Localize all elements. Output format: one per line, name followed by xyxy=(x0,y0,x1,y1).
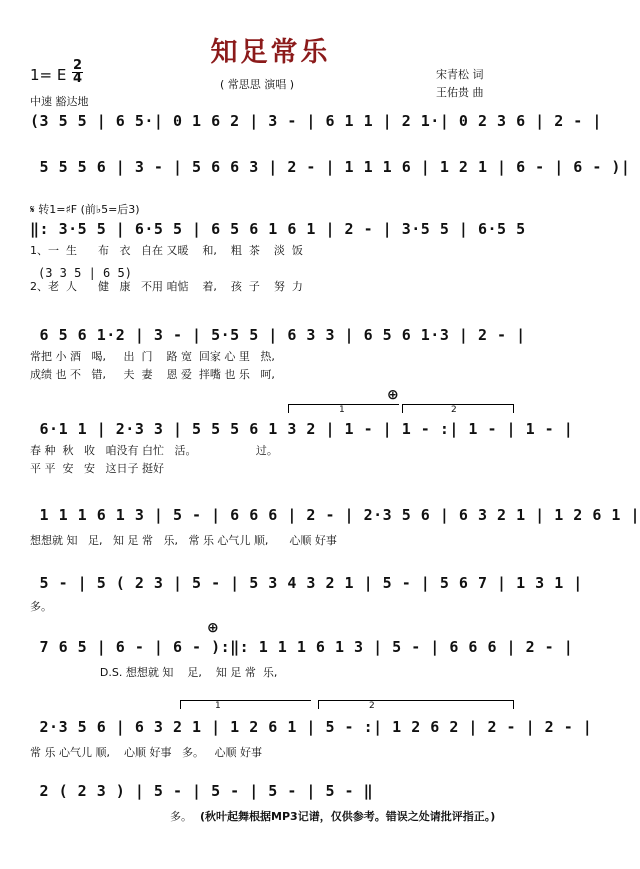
notation-line: 1 1 1 6 1 3 | 5 - | 6 6 6 | 2 - | 2·3 5 6 | 6 3 2 1 | 1 2 6 1 | xyxy=(30,506,640,524)
score-row-4 xyxy=(0,326,541,386)
volta-bracket-1b xyxy=(180,700,311,709)
volta-bracket-2b xyxy=(318,700,514,709)
lyric-line: 常 乐 心气儿 顺, 心顺 好事 多。 心顺 好事 xyxy=(30,746,262,759)
composer-credit: 王佑贵 曲 xyxy=(436,86,484,99)
score-row-8 xyxy=(0,638,574,679)
notation-line: 6·1 1 | 2·3 3 | 5 5 5 6 1 3 2 | 1 - | 1 - :| 1 - | 1 - | xyxy=(30,420,574,438)
coda-icon: ⊕ xyxy=(207,620,219,636)
tempo-marking: 中速 豁达地 xyxy=(30,95,89,108)
lyric-verse-2: 成绩 也 不 错, 夫 妻 恩 爱 拌嘴 也 乐 呵, xyxy=(30,368,275,381)
time-sig-bottom: 4 xyxy=(72,71,83,86)
lyric-verse-1: 1、一 生 布 衣 自在 又暖 和, 粗 茶 淡 饭 xyxy=(30,244,303,257)
time-sig-top: 2 xyxy=(72,58,83,73)
notation-line: ‖: 3·5 5 | 6·5 5 | 6 5 6 1 6 1 | 2 - | 3·5 5 | 6·5 5 xyxy=(30,220,526,238)
key-signature xyxy=(30,66,66,84)
score-row-2 xyxy=(0,158,631,198)
lyric-verse-2: 平 平 安 安 这日子 挺好 xyxy=(30,462,164,475)
score-row-1 xyxy=(0,112,602,152)
score-row-6 xyxy=(0,506,640,547)
key-label: 1= E xyxy=(30,66,67,84)
volta-1-label: 1 xyxy=(339,405,345,415)
transcription-note: (秋叶起舞根据MP3记谱，仅供参考。错误之处请批评指正。) xyxy=(200,810,496,823)
lyric-line: D.S. 想想就 知 足, 知 足 常 乐, xyxy=(30,666,278,679)
modulation-label: 转1=♯F (前♭5=后3) xyxy=(38,203,140,216)
notation-line: 5 5 5 6 | 3 - | 5 6 6 3 | 2 - | 1 1 1 6 | 1 2 1 | 6 - | 6 - )| xyxy=(30,158,631,176)
lyricist-credit: 宋青松 词 xyxy=(436,68,484,81)
volta-bracket-1 xyxy=(288,404,399,413)
segno-icon: 𝄋 xyxy=(30,203,35,216)
score-row-9 xyxy=(0,718,593,759)
score-row-3 xyxy=(0,220,541,300)
notation-line: (3 5 5 | 6 5·| 0 1 6 2 | 3 - | 6 1 1 | 2 1·| 0 2 3 6 | 2 - | xyxy=(30,112,602,130)
notation-line: 2 ( 2 3 ) | 5 - | 5 - | 5 - | 5 - ‖ xyxy=(30,782,374,800)
verse-2-variant-notes: (3 3 5 | 6 5) xyxy=(38,266,132,280)
song-title: 知足常乐 xyxy=(210,37,331,68)
singer-credit: ( 常思思 演唱 ) xyxy=(220,78,295,91)
coda-icon: ⊕ xyxy=(387,387,399,403)
score-row-7 xyxy=(0,574,583,614)
volta-2-label: 2 xyxy=(369,701,375,711)
notation-line: 5 - | 5 ( 2 3 | 5 - | 5 3 4 3 2 1 | 5 - | 5 6 7 | 1 3 1 | xyxy=(30,574,583,592)
lyric-verse-1: 春 种 秋 收 咱没有 白忙 活。 过。 xyxy=(30,444,278,457)
notation-line: 7 6 5 | 6 - | 6 - ):‖: 1 1 1 6 1 3 | 5 - | 6 6 6 | 2 - | xyxy=(30,638,574,656)
volta-2-label: 2 xyxy=(451,405,457,415)
volta-1-label: 1 xyxy=(215,701,221,711)
notation-line: 2·3 5 6 | 6 3 2 1 | 1 2 6 1 | 5 - :| 1 2 6 2 | 2 - | 2 - | xyxy=(30,718,593,736)
volta-bracket-2 xyxy=(402,404,514,413)
lyric-line: 多。 xyxy=(30,600,52,613)
footer-lyric: 多。 xyxy=(170,810,192,823)
notation-line: 6 5 6 1·2 | 3 - | 5·5 5 | 6 3 3 | 6 5 6 1·3 | 2 - | xyxy=(30,326,526,344)
modulation-marking xyxy=(30,201,140,217)
lyric-verse-1: 常把 小 酒 喝, 出 门 路 宽 回家 心 里 热, xyxy=(30,350,275,363)
time-signature xyxy=(72,60,83,85)
lyric-line: 想想就 知 足, 知 足 常 乐, 常 乐 心气儿 顺, 心顺 好事 xyxy=(30,534,337,547)
score-row-5 xyxy=(0,420,574,480)
lyric-verse-2: 2、老 人 健 康 不用 咱惦 着, 孩 子 努 力 xyxy=(30,280,303,293)
